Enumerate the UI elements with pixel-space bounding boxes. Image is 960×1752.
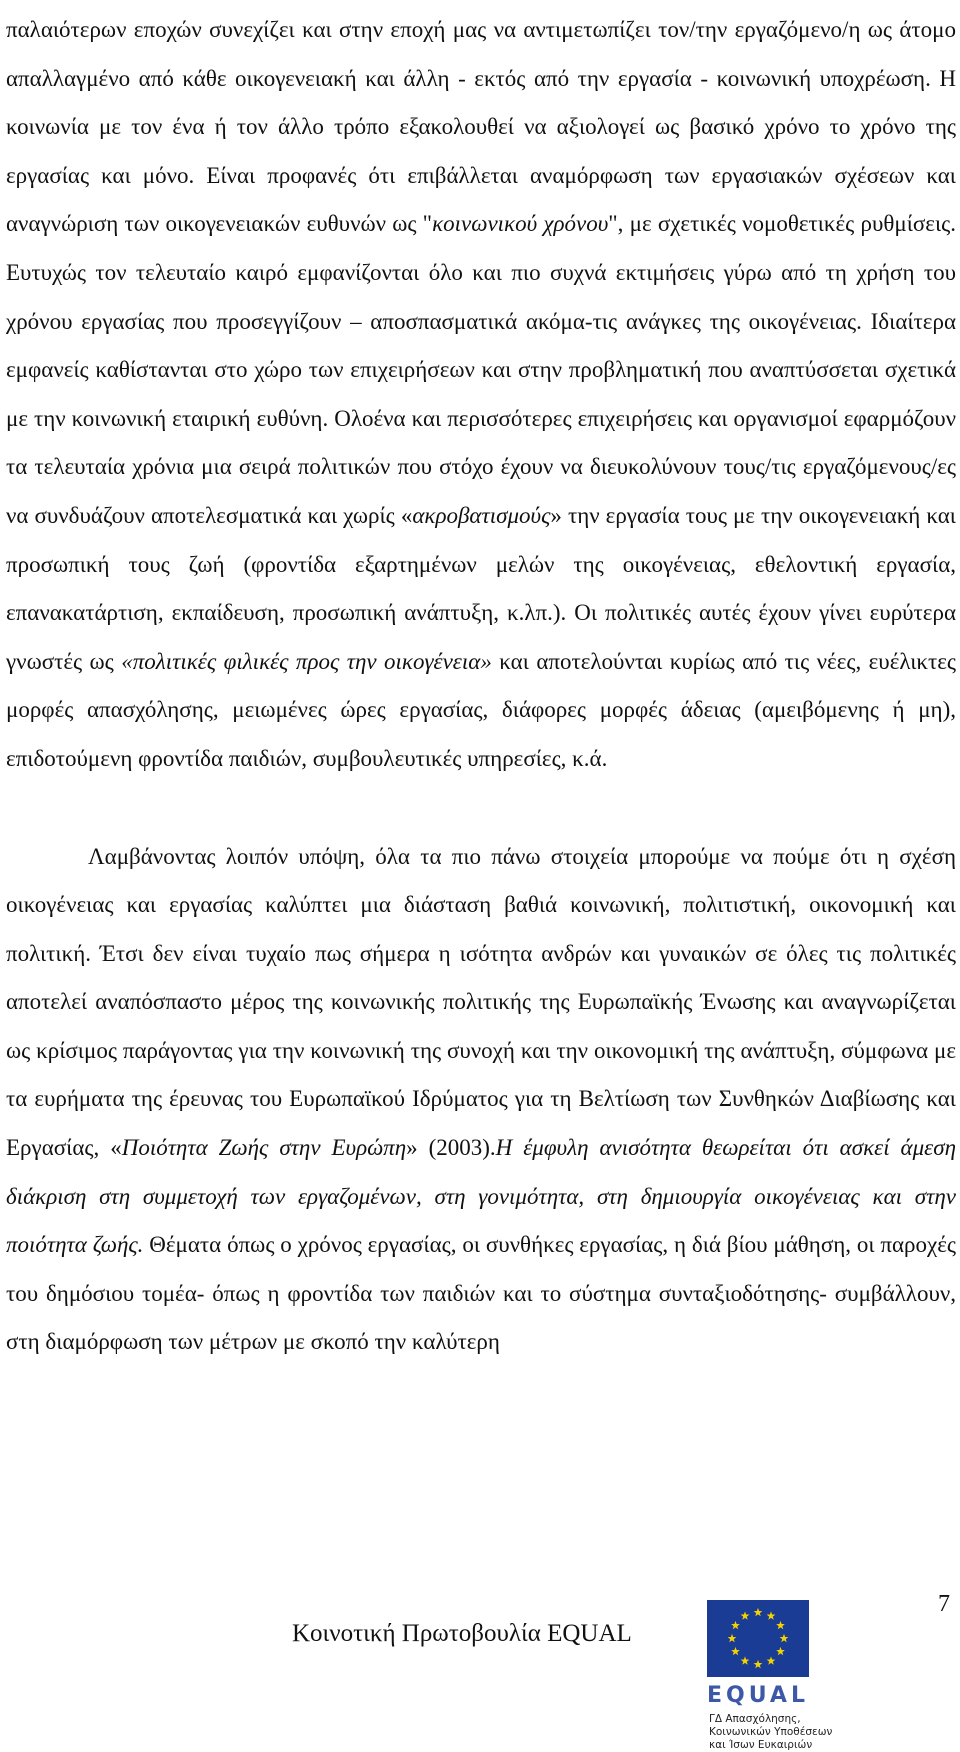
text-run: Θέματα όπως ο χρόνος εργασίας, οι συνθήκες εργασίας, η διά βίου μάθηση, οι παροχές του δημόσιου τομέα- όπως η φροντίδα των παιδιών και το σύστημα συνταξιοδότησης- συμβάλλουν, στη διαμόρφωση των μέτρων με σκοπό την καλύτερη: [6, 1232, 956, 1355]
text-run: » (2003).: [406, 1135, 496, 1161]
text-run: » την εργασία τους με την οικογενειακή και προσωπική τους ζωή (φροντίδα εξαρτημένων μελών της οικογένειας, εθελοντική εργασία, επανακατάρτιση, εκπαίδευση, προσωπική ανάπτυξη, κ.λπ.). Οι πολιτικές αυτές έχουν γίνει ευρύτερα γνωστές ως: [6, 502, 956, 674]
paragraph: [6, 6, 956, 784]
ministry-line: ΓΔ Απασχόλησης,: [709, 1713, 801, 1725]
equal-logo-block: [690, 1600, 870, 1751]
italic-run: «πολιτικές φιλικές προς την οικογένεια»: [121, 648, 492, 674]
footer-title: Κοινοτική Πρωτοβουλία EQUAL: [292, 1620, 632, 1647]
italic-run: κοινωνικού χρόνου: [432, 211, 609, 237]
eu-flag-logo: [707, 1600, 809, 1677]
paragraph-gap: [6, 784, 956, 833]
italic-run: ακροβατισμούς: [412, 502, 551, 528]
italic-run: Η έμφυλη ανισότητα θεωρείται ότι ασκεί άμεση διάκριση στη συμμετοχή των εργαζομένων, στη γονιμότητα, στη δημιουργία οικογένειας και στην ποιότητα ζωής.: [6, 1135, 956, 1258]
italic-run: Ποιότητα Ζωής στην Ευρώπη: [121, 1135, 407, 1161]
page-number: 7: [938, 1591, 950, 1617]
text-run: και αποτελούνται κυρίως από τις νέες, ευέλικτες μορφές απασχόλησης, μειωμένες ώρες εργασίας, διάφορες μορφές άδειας (αμειβόμενης ή μη), επιδοτούμενη φροντίδα παιδιών, συμβουλευτικές υπηρεσίες, κ.ά.: [6, 648, 957, 771]
ministry-line: Κοινωνικών Υποθέσεων: [709, 1726, 833, 1738]
text-run: παλαιότερων εποχών συνεχίζει και στην εποχή μας να αντιμετωπίζει τον/την εργαζόμενο/η ως άτομο απαλλαγμένο από κάθε οικογενειακή και άλλη - εκτός από την εργασία - κοινωνική υποχρέωση. Η κοινωνία με τον ένα ή τον άλλο τρόπο εξακολουθεί να αξιολογεί ως βασικό χρόνο το χρόνο της εργασίας και μόνο. Είναι προφανές ότι επιβάλλεται αναμόρφωση των εργασιακών σχέσεων και αναγνώριση των οικογενειακών ευθυνών ως ": [6, 17, 956, 237]
text-run: ", με σχετικές νομοθετικές ρυθμίσεις. Ευτυχώς τον τελευταίο καιρό εμφανίζονται όλο και πιο συχνά εκτιμήσεις γύρω από τη χρήση του χρόνου εργασίας που προσεγγίζουν – αποσπασματικά ακόμα-τις ανάγκες της οικογένειας. Ιδιαίτερα εμφανείς καθίστανται στο χώρο των επιχειρήσεων και στην προβληματική που αναπτύσσεται σχετικά με την κοινωνική εταιρική ευθύνη. Ολοένα και περισσότερες επιχειρήσεις και οργανισμοί εφαρμόζουν τα τελευταία χρόνια μια σειρά πολιτικών που στόχο έχουν να διευκολύνουν τους/τις εργαζόμενους/ες να συνδυάζουν αποτελεσματικά και χωρίς «: [6, 211, 956, 528]
equal-logo: EQUAL: [707, 1683, 809, 1708]
ministry-line: και Ίσων Ευκαιριών: [709, 1739, 813, 1751]
text-run: Λαμβάνοντας λοιπόν υπόψη, όλα τα πιο πάνω στοιχεία μπορούμε να πούμε ότι η σχέση οικογένειας και εργασίας καλύπτει μια διάσταση βαθιά κοινωνική, πολιτιστική, οικονομική και πολιτική. Έτσι δεν είναι τυχαίο πως σήμερα η ισότητα ανδρών και γυναικών σε όλες τις πολιτικές αποτελεί αναπόσπαστο μέρος της κοινωνικής πολιτικής της Ευρωπαϊκής Ένωσης και αναγνωρίζεται ως κρίσιμος παράγοντας για την κοινωνική της συνοχή και την οικονομική της ανάπτυξη, σύμφωνα με τα ευρήματα της έρευνας του Ευρωπαϊκού Ιδρύματος για τη Βελτίωση των Συνθηκών Διαβίωσης και Εργασίας, «: [6, 843, 956, 1161]
ministry-lines: [709, 1713, 869, 1752]
body-text: [6, 6, 956, 1367]
paragraph: [6, 833, 956, 1368]
